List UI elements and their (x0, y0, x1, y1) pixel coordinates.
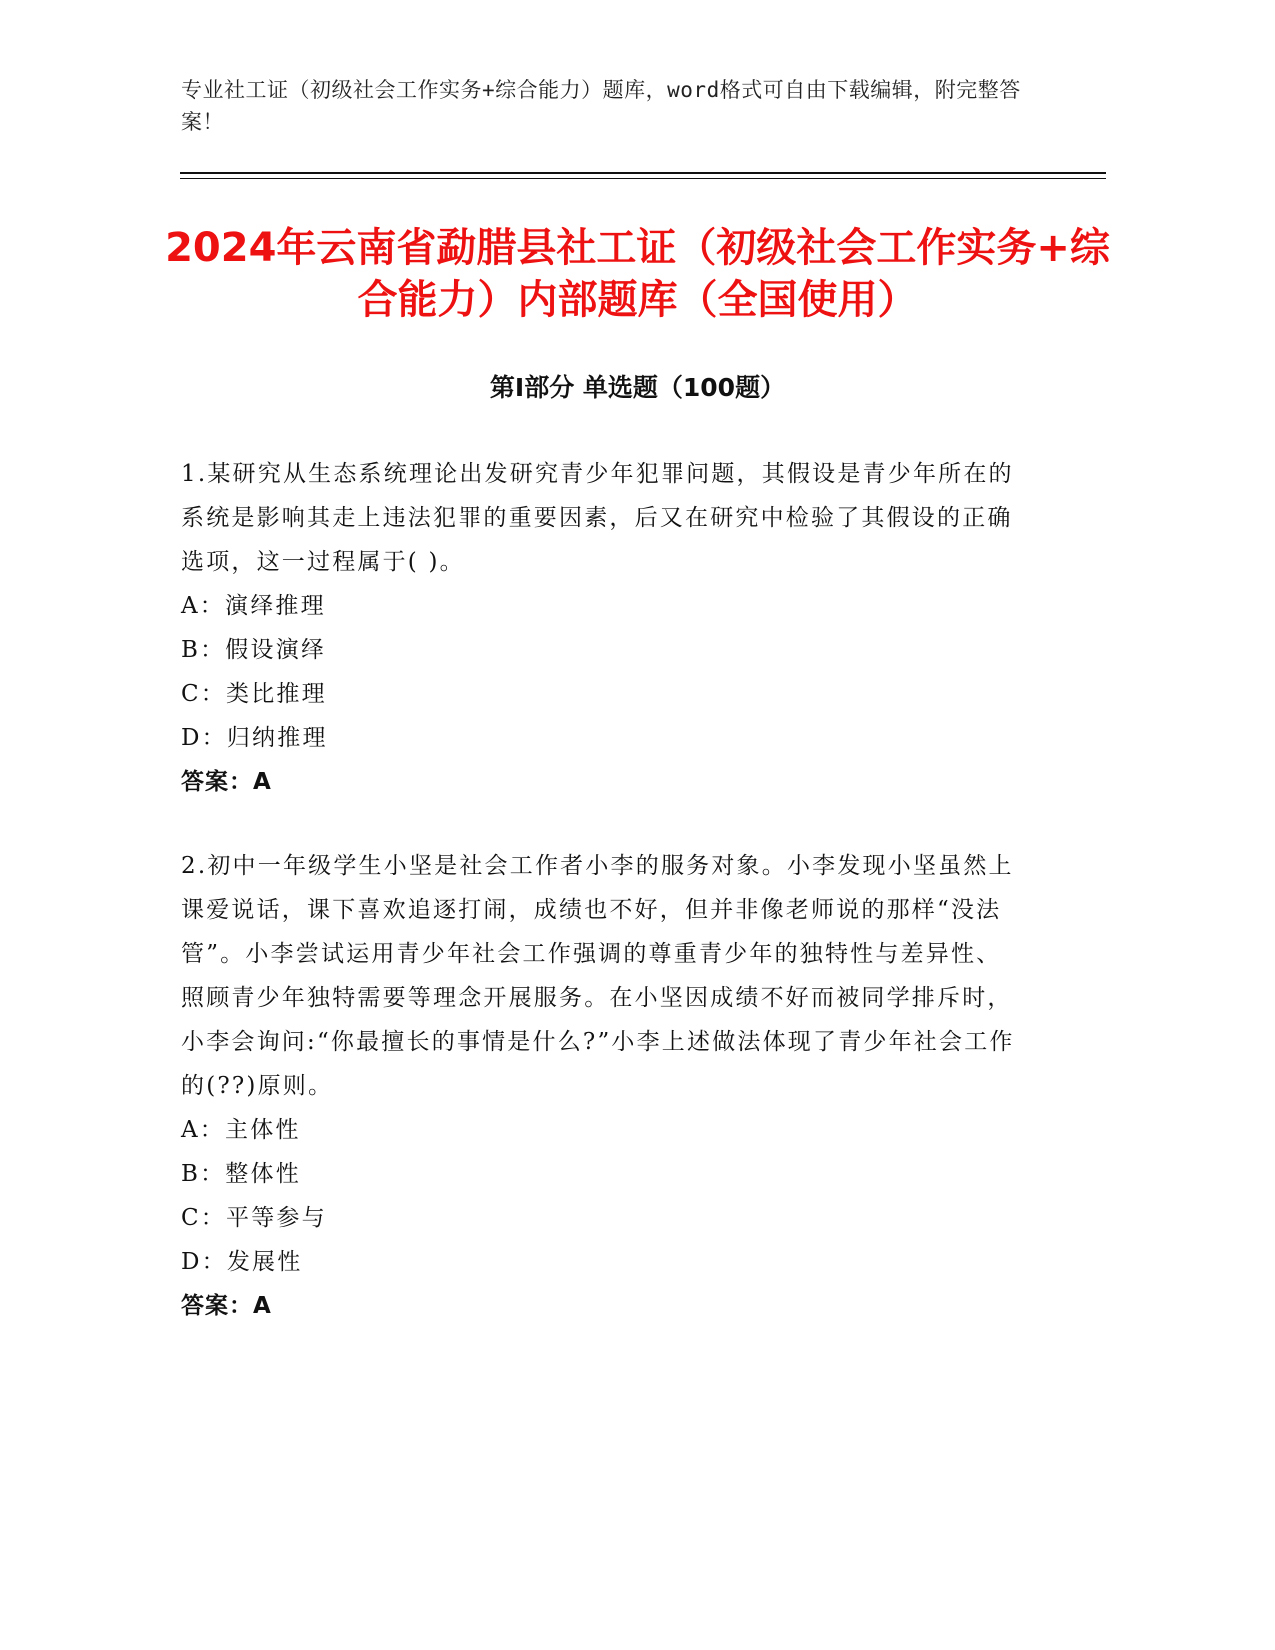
question-2-text: 2.初中一年级学生小坚是社会工作者小李的服务对象。小李发现小坚虽然上课爱说话，课下喜欢追逐打闹，成绩也不好，但并非像老师说的那样“没法管”。小李尝试运用青少年社会工作强调的尊重青少年的独特性与差异性、照顾青少年独特需要等理念开展服务。在小坚因成绩不好而被同学排斥时，小李会询问:“你最擅长的事情是什么?”小李上述做法体现了青少年社会工作的(??)原则。 (181, 853, 1015, 1099)
question-1-option-b: B：假设演绎 (181, 637, 327, 663)
header-note: 专业社工证（初级社会工作实务+综合能力）题库，word格式可自由下载编辑，附完整答案！ (181, 78, 1021, 134)
section-heading: 第Ⅰ部分 单选题（100题） (489, 373, 786, 402)
question-1-text: 1.某研究从生态系统理论出发研究青少年犯罪问题，其假设是青少年所在的系统是影响其走上违法犯罪的重要因素，后又在研究中检验了其假设的正确选项，这一过程属于( )。 (181, 461, 1014, 575)
question-2-options (181, 1108, 1021, 1284)
question-2-answer: 答案：A (181, 1293, 272, 1319)
question-1-options (181, 584, 1021, 760)
question-2 (181, 844, 1021, 1328)
question-2-option-c: C：平等参与 (181, 1205, 327, 1231)
question-1-option-c: C：类比推理 (181, 681, 327, 707)
question-1-option-d: D：归纳推理 (181, 725, 328, 751)
question-1-option-a: A：演绎推理 (181, 593, 326, 619)
question-2-option-d: D：发展性 (181, 1249, 303, 1275)
document-title: 2024年云南省勐腊县社工证（初级社会工作实务+综合能力）内部题库（全国使用） (165, 225, 1110, 323)
question-2-option-b: B：整体性 (181, 1161, 301, 1187)
header-rule-thick (180, 172, 1106, 174)
question-1-answer: 答案：A (181, 769, 272, 795)
question-2-option-a: A：主体性 (181, 1117, 301, 1143)
question-1 (181, 452, 1021, 804)
header-rule-thin (180, 178, 1106, 179)
